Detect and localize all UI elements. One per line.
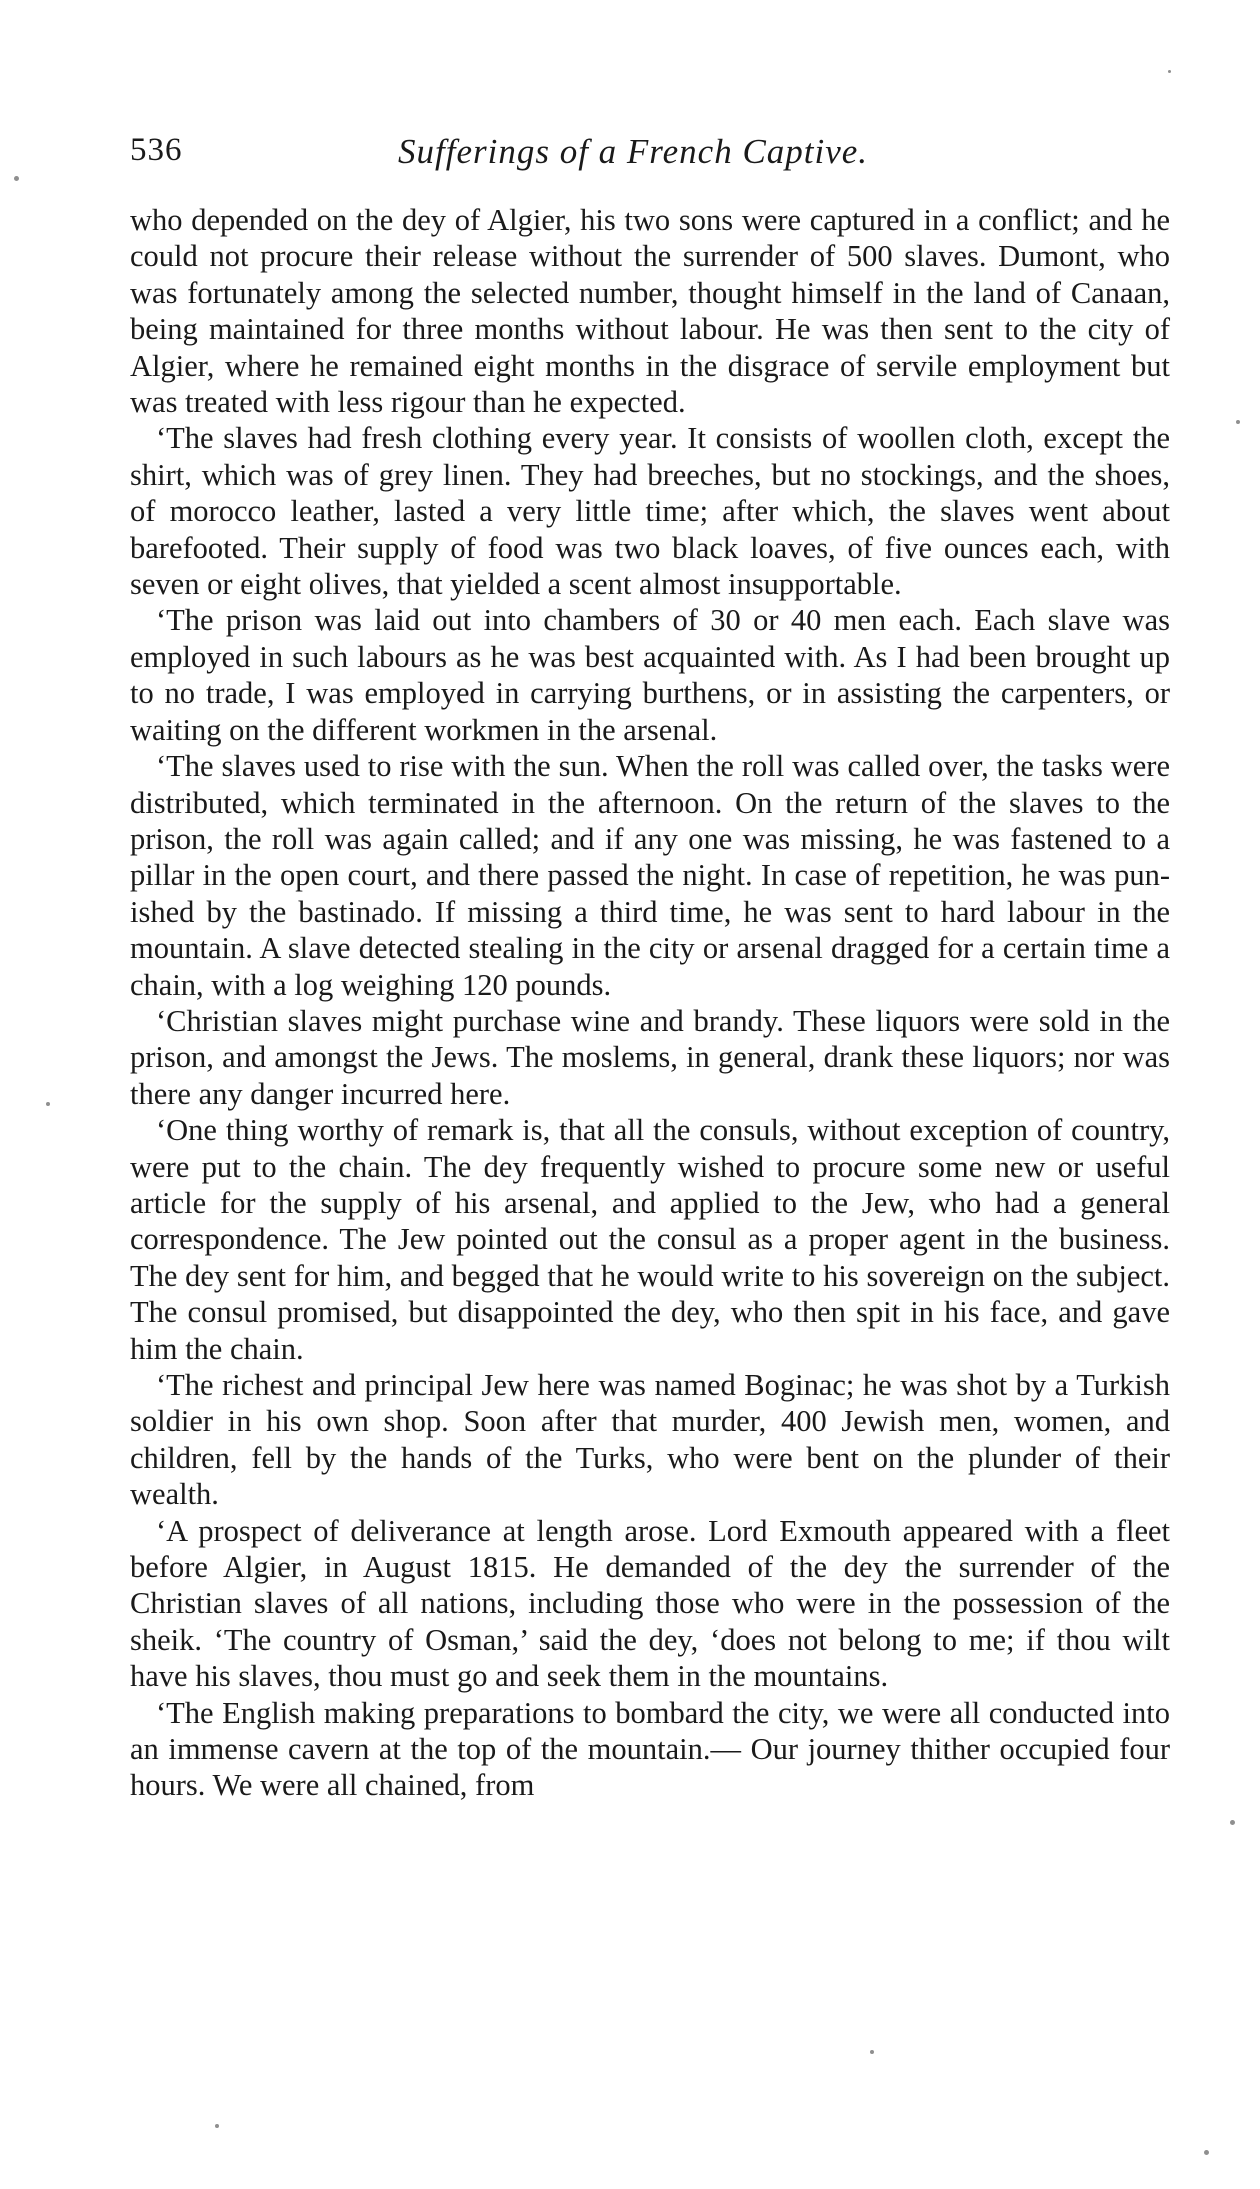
paragraph-exmouth: ‘A prospect of deliverance at length arose. Lord Exmouth appeared with a fleet before Algier, in August 1815. He demanded of the dey the surrender of the Christian slaves of all nations, including those who were in the possession of the sheik. ‘The country of Osman,’ said the dey, ‘does not belong to me; if thou wilt have his slaves, thou must go and seek them in the mountains. bbox=[130, 1513, 1170, 1694]
body-text bbox=[130, 202, 1170, 1804]
paragraph-liquors: ‘Christian slaves might purchase wine and brandy. These liquors were sold in the prison, and amongst the Jews. The moslems, in general, drank these liquors; nor was there any danger incurred here. bbox=[130, 1003, 1170, 1111]
paragraph-continuation: who depended on the dey of Algier, his two sons were captured in a conflict; and he could not procure their release without the surrender of 500 slaves. Dumont, who was fortunately among the selected number, thought himself in the land of Canaan, being maintained for three months without labour. He was then sent to the city of Algier, where he remained eight months in the disgrace of servile employment but was treated with less rigour than he expected. bbox=[130, 203, 1170, 420]
paragraph-prison: ‘The prison was laid out into chambers of 30 or 40 men each. Each slave was employed in such labours as he was best acquainted with. As I had been brought up to no trade, I was employed in carrying burthens, or in assisting the carpenters, or waiting on the different workmen in the arsenal. bbox=[130, 603, 1170, 747]
page-number: 536 bbox=[130, 132, 183, 168]
paragraph-consuls: ‘One thing worthy of remark is, that all the consuls, without exception of country, were put to the chain. The dey frequently wished to procure some new or useful article for the supply of his arsenal, and applied to the Jew, who had a general correspondence. The Jew pointed out the consul as a proper agent in the business. The dey sent for him, and begged that he would write to his sovereign on the subject. The consul promised, but disappointed the dey, who then spit in his face, and gave him the chain. bbox=[130, 1113, 1170, 1366]
scan-speck bbox=[215, 2124, 219, 2128]
scan-speck bbox=[1204, 2150, 1209, 2155]
scan-speck bbox=[1230, 1820, 1235, 1825]
scan-speck bbox=[46, 1102, 50, 1106]
paragraph-boginac: ‘The richest and principal Jew here was named Boginac; he was shot by a Turkish soldier in his own shop. Soon after that murder, 400 Jewish men, women, and children, fell by the hands of the Turks, who were bent on the plunder of their wealth. bbox=[130, 1368, 1170, 1512]
page-header bbox=[130, 132, 1170, 182]
scan-speck bbox=[14, 176, 19, 181]
scan-speck bbox=[870, 2050, 874, 2054]
scan-speck bbox=[1168, 70, 1171, 73]
paragraph-cavern: ‘The English making preparations to bombard the city, we were all conducted into an immense cavern at the top of the mountain.— Our journey thither occupied four hours. We were all chained, from bbox=[130, 1695, 1170, 1803]
paragraph-daily-routine: ‘The slaves used to rise with the sun. When the roll was called over, the tasks were distributed, which terminated in the afternoon. On the return of the slaves to the prison, the roll was again called; and if any one was missing, he was fastened to a pillar in the open court, and there passed the night. In case of repetition, he was punished by the bastinado. If missing a third time, he was sent to hard labour in the mountain. A slave detected stealing in the city or arsenal dragged for a certain time a chain, with a log weighing 120 pounds. bbox=[130, 749, 1170, 1002]
running-title: Sufferings of a French Captive. bbox=[398, 132, 869, 171]
scan-speck bbox=[1236, 420, 1240, 424]
paragraph-clothing: ‘The slaves had fresh clothing every year. It consists of woollen cloth, except the shirt, which was of grey linen. They had breeches, but no stockings, and the shoes, of morocco leather, lasted a very little time; after which, the slaves went about barefooted. Their supply of food was two black loaves, of five ounces each, with seven or eight olives, that yielded a scent almost insupportable. bbox=[130, 421, 1170, 602]
